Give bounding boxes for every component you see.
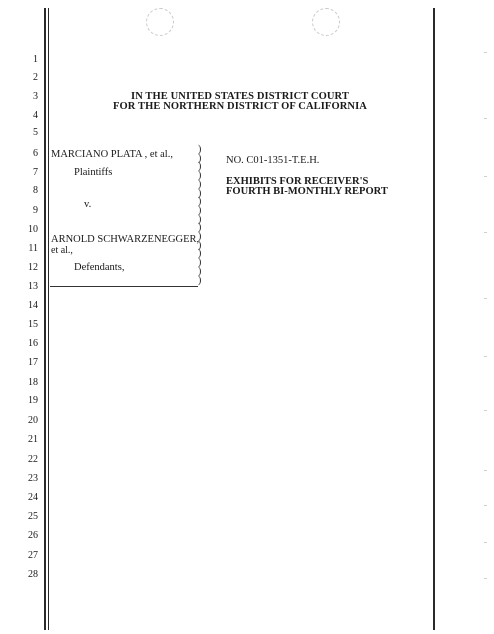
bracket-glyph: ): [198, 204, 202, 216]
line-number: 25: [28, 511, 38, 522]
line-number: 17: [28, 357, 38, 368]
line-number: 6: [33, 148, 38, 159]
line-number: 8: [33, 185, 38, 196]
scan-speck: [484, 470, 487, 471]
line-number: 1: [33, 54, 38, 65]
punch-hole-right: [312, 8, 340, 36]
punch-hole-left: [146, 8, 174, 36]
versus-label: v.: [84, 199, 92, 210]
caption-underline: [50, 286, 198, 287]
bracket-glyph: ): [198, 274, 202, 286]
bracket-glyph: ): [198, 144, 202, 155]
plaintiff-name: MARCIANO PLATA , et al.,: [51, 149, 173, 160]
document-title-line2: FOURTH BI-MONTHLY REPORT: [226, 186, 388, 197]
line-number: 4: [33, 110, 38, 121]
bracket-glyph: ): [198, 170, 202, 182]
bracket-glyph: ): [198, 213, 202, 225]
left-margin-rule: [44, 8, 46, 630]
court-name-line1: IN THE UNITED STATES DISTRICT COURT: [131, 91, 349, 102]
line-number: 23: [28, 473, 38, 484]
line-number: 10: [28, 224, 38, 235]
line-number: 9: [33, 205, 38, 216]
line-number: 22: [28, 454, 38, 465]
right-margin-rule: [433, 8, 435, 630]
line-number: 13: [28, 281, 38, 292]
line-number: 3: [33, 91, 38, 102]
bracket-glyph: ): [198, 178, 202, 190]
bracket-glyph: ): [198, 222, 202, 234]
line-number: 12: [28, 262, 38, 273]
scan-speck: [484, 118, 487, 119]
line-number: 20: [28, 415, 38, 426]
scan-speck: [484, 298, 487, 299]
line-number: 15: [28, 319, 38, 330]
scan-speck: [484, 505, 487, 506]
bracket-glyph: ): [198, 239, 202, 251]
line-number: 21: [28, 434, 38, 445]
scan-speck: [484, 356, 487, 357]
line-number: 2: [33, 72, 38, 83]
defendant-name: ARNOLD SCHWARZENEGGER,: [51, 234, 200, 245]
left-margin-rule-inner: [48, 8, 49, 630]
bracket-glyph: ): [198, 196, 202, 208]
defendant-role: Defendants,: [74, 262, 125, 273]
line-number: 7: [33, 167, 38, 178]
plaintiff-role: Plaintiffs: [74, 167, 113, 178]
line-number: 18: [28, 377, 38, 388]
scan-speck: [484, 410, 487, 411]
scan-speck: [484, 176, 487, 177]
case-number: NO. C01-1351-T.E.H.: [226, 155, 320, 166]
line-number: 24: [28, 492, 38, 503]
scan-speck: [484, 578, 487, 579]
scan-speck: [484, 542, 487, 543]
defendant-etal: et al.,: [51, 245, 73, 256]
line-number: 14: [28, 300, 38, 311]
line-number: 26: [28, 530, 38, 541]
bracket-glyph: ): [198, 248, 202, 260]
bracket-glyph: ): [198, 161, 202, 173]
bracket-glyph: ): [198, 231, 202, 242]
line-number: 16: [28, 338, 38, 349]
bracket-glyph: ): [198, 152, 202, 164]
document-title-line1: EXHIBITS FOR RECEIVER'S: [226, 176, 369, 187]
bracket-glyph: ): [198, 265, 202, 277]
line-number: 28: [28, 569, 38, 580]
scan-speck: [484, 52, 487, 53]
line-number: 11: [28, 243, 38, 254]
line-number: 5: [33, 127, 38, 138]
court-name-line2: FOR THE NORTHERN DISTRICT OF CALIFORNIA: [113, 101, 367, 112]
scan-speck: [484, 232, 487, 233]
bracket-glyph: ): [198, 257, 202, 269]
line-number: 27: [28, 550, 38, 561]
bracket-glyph: ): [198, 187, 202, 199]
line-number: 19: [28, 395, 38, 406]
